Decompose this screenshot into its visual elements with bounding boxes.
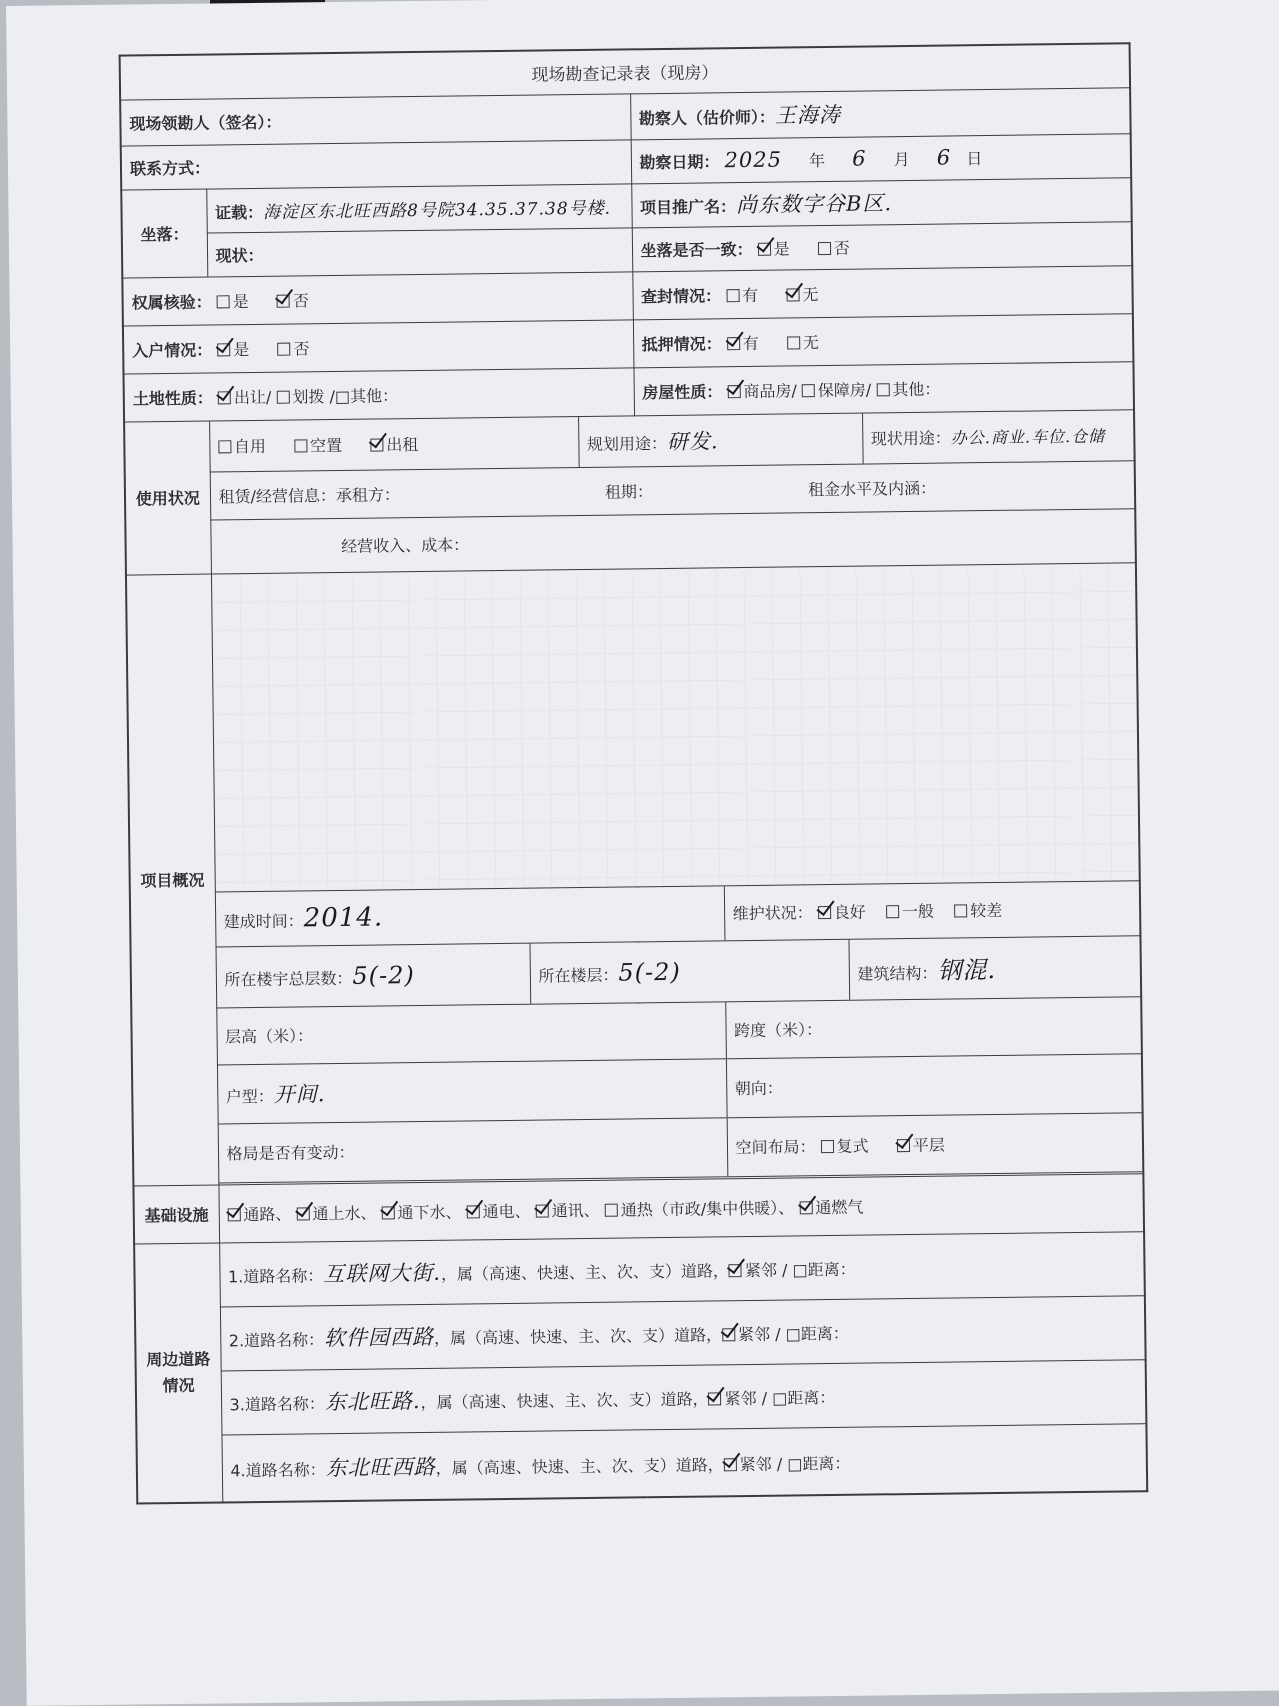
- maint-poor-checkbox[interactable]: [954, 904, 967, 917]
- span-label: 跨度（米）：: [733, 1020, 823, 1041]
- seal-cell: [632, 265, 1133, 319]
- maint-cell: [724, 881, 1140, 940]
- infra-road-label: 通路、: [243, 1204, 292, 1224]
- consistent-yes-label: 是: [773, 238, 790, 259]
- year-unit: 年: [808, 151, 826, 171]
- contact-cell: [121, 139, 631, 189]
- infra-heating-checkbox[interactable]: [605, 1203, 618, 1216]
- location-label: 坐落：: [121, 189, 207, 278]
- land-allocation-checkbox[interactable]: [276, 390, 289, 403]
- ownership-cell: [122, 271, 633, 325]
- road-adjacent-label: 紧邻: [744, 1260, 778, 1281]
- road-number: 3.: [229, 1395, 245, 1415]
- road-adjacent-label: 紧邻: [739, 1454, 772, 1474]
- road-class: ，属（高速、快速、主、次、支）道路，: [433, 1325, 723, 1348]
- total-floors-value: 5(-2): [352, 960, 415, 990]
- layout-duplex-checkbox[interactable]: [821, 1140, 834, 1153]
- built-value: 2014.: [303, 901, 384, 933]
- road-name-label: 道路名称：: [245, 1459, 326, 1480]
- consistent-cell: [632, 221, 1133, 271]
- road-name-label: 道路名称：: [244, 1394, 325, 1415]
- ownership-no-checkbox[interactable]: [277, 294, 290, 307]
- road-adjacent-label: 紧邻: [724, 1388, 757, 1409]
- type-label: 户型：: [225, 1086, 274, 1106]
- road-name-value: 互联网大街.: [323, 1260, 442, 1287]
- usage-label: 使用状况: [124, 421, 211, 575]
- status-use-value: 办公.商业.车位.仓储: [950, 426, 1106, 448]
- built-label: 建成时间：: [223, 910, 304, 931]
- infra-telecom-checkbox[interactable]: [536, 1204, 549, 1217]
- road-distance-label: / □距离：: [775, 1323, 849, 1344]
- plan-label: 规划用途：: [586, 433, 668, 454]
- structure-cell: [848, 936, 1140, 1000]
- floors-row: [216, 935, 1142, 1007]
- change-cell: [218, 1118, 727, 1182]
- road-adjacent-label: 紧邻: [737, 1324, 771, 1345]
- road-class: ，属（高速、快速、主、次、支）道路，: [420, 1389, 709, 1413]
- road-row: [219, 1231, 1145, 1306]
- house-cell: [633, 361, 1134, 415]
- type-value: 开间.: [273, 1081, 326, 1107]
- maint-good-checkbox[interactable]: [818, 906, 831, 919]
- date-year: 2025: [724, 147, 783, 173]
- span-cell: [725, 997, 1141, 1058]
- usage-rent-checkbox[interactable]: [370, 438, 383, 451]
- road-class: ，属（高速、快速、主、次、支）道路，: [440, 1261, 730, 1284]
- house-commercial-checkbox[interactable]: [727, 385, 740, 398]
- consistent-yes-checkbox[interactable]: [758, 242, 771, 255]
- road-number: 1.: [227, 1267, 244, 1287]
- road-name-value: 东北旺路.: [324, 1389, 421, 1415]
- layout-flat-label: 平层: [912, 1135, 945, 1156]
- road-distance-label: / □距离：: [761, 1387, 836, 1408]
- road-name-label: 道路名称：: [243, 1330, 325, 1351]
- road-name-value: 软件园西路: [323, 1324, 435, 1351]
- road-name-value: 东北旺西路: [325, 1454, 436, 1480]
- seal-yes-label: 有: [742, 285, 759, 305]
- entry-no-checkbox[interactable]: [277, 342, 290, 355]
- promo-cell: [631, 177, 1132, 227]
- plan-cell: [578, 413, 863, 466]
- infra-label: 基础设施: [133, 1184, 219, 1243]
- roads-label: [134, 1242, 222, 1503]
- ownership-label: 权属核验：: [131, 292, 212, 312]
- maint-good-label: 良好: [833, 902, 866, 922]
- maint-normal-checkbox[interactable]: [886, 905, 899, 918]
- date-day: 6: [936, 145, 952, 170]
- overview-label: 项目概况: [126, 574, 218, 1186]
- house-affordable-checkbox[interactable]: [802, 384, 815, 397]
- land-other-label: /□其他：: [329, 385, 399, 406]
- road-name-label: 道路名称：: [243, 1266, 324, 1287]
- leader-cell: [120, 93, 631, 145]
- contact-label: 联系方式：: [129, 158, 211, 178]
- maint-poor-label: 较差: [970, 900, 1003, 921]
- roads-label-line2: 情况: [162, 1375, 195, 1395]
- infra-gas-checkbox[interactable]: [799, 1201, 812, 1214]
- lease-term-label: 租期：: [604, 481, 654, 502]
- mortgage-label: 抵押情况：: [641, 333, 722, 354]
- change-label: 格局是否有变动：: [226, 1142, 355, 1164]
- usage-rent-label: 出租: [386, 434, 419, 455]
- land-cell: [123, 367, 634, 421]
- road-distance-label: / □距离：: [776, 1453, 851, 1474]
- total-floors-cell: [216, 943, 530, 1007]
- status-use-label: 现状用途：: [870, 428, 951, 449]
- date-label: 勘察日期：: [639, 152, 720, 173]
- house-label: 房屋性质：: [642, 381, 723, 402]
- entry-label: 入户情况：: [132, 340, 213, 360]
- usage-options: [210, 417, 579, 471]
- entry-cell: [123, 319, 634, 373]
- infra-water-supply-label: 通上水、: [312, 1203, 377, 1223]
- orient-label: 朝向：: [734, 1078, 783, 1099]
- cert-label: 证载：: [214, 202, 264, 222]
- current-label: 现状：: [215, 245, 264, 265]
- day-unit: 日: [966, 149, 983, 169]
- type-cell: [217, 1059, 726, 1123]
- mortgage-yes-checkbox[interactable]: [727, 337, 740, 350]
- road-adjacent-checkbox[interactable]: [708, 1392, 721, 1405]
- height-cell: [217, 1002, 726, 1064]
- promo-label: 项目推广名：: [639, 197, 737, 218]
- land-transfer-label: 出让/: [233, 387, 272, 407]
- total-floors-label: 所在楼宇总层数：: [224, 968, 353, 989]
- ownership-yes-checkbox[interactable]: [217, 295, 230, 308]
- infra-power-label: 通电、: [482, 1201, 531, 1221]
- road-adjacent-checkbox[interactable]: [729, 1264, 742, 1277]
- usage-vacant-label: 空置: [309, 435, 343, 456]
- mortgage-yes-label: 有: [742, 333, 759, 353]
- road-number: 2.: [228, 1331, 245, 1351]
- leader-label: 现场领勘人（签名）：: [129, 112, 282, 133]
- promo-value: 尚东数字谷B区.: [735, 191, 893, 218]
- plan-value: 研发.: [666, 428, 719, 454]
- house-other-label: 其他：: [892, 379, 941, 399]
- infra-gas-label: 通燃气: [815, 1197, 864, 1217]
- usage-self-label: 自用: [233, 436, 267, 457]
- usage-self-checkbox[interactable]: [218, 440, 231, 453]
- consistent-no-checkbox[interactable]: [818, 241, 831, 254]
- consistent-label: 坐落是否一致：: [640, 239, 753, 260]
- structure-value: 钢混.: [937, 955, 997, 985]
- layout-label: 空间布局：: [735, 1137, 816, 1158]
- built-cell: [215, 886, 724, 946]
- land-label: 土地性质：: [132, 388, 213, 408]
- entry-yes-checkbox[interactable]: [217, 343, 230, 356]
- maint-label: 维护状况：: [732, 903, 813, 924]
- usage-vacant-checkbox[interactable]: [294, 439, 307, 452]
- land-transfer-checkbox[interactable]: [218, 391, 231, 404]
- entry-no-label: 否: [293, 338, 310, 359]
- floor-value: 5(-2): [618, 957, 681, 987]
- road-distance-label: / □距离：: [781, 1259, 856, 1280]
- date-cell: [631, 133, 1132, 183]
- maint-normal-label: 一般: [901, 901, 935, 922]
- seal-no-checkbox[interactable]: [786, 288, 799, 301]
- consistent-no-label: 否: [833, 238, 850, 258]
- survey-form: [119, 42, 1149, 1504]
- month-unit: 月: [893, 149, 910, 170]
- infra-power-checkbox[interactable]: [467, 1205, 480, 1218]
- cert-cell: [206, 183, 632, 232]
- roads-label-line1: 周边道路: [146, 1349, 211, 1370]
- infra-drainage-label: 通下水、: [397, 1202, 462, 1222]
- entry-yes-label: 是: [233, 339, 250, 359]
- ownership-no-label: 否: [292, 290, 310, 311]
- land-allocation-label: 划拨: [292, 386, 325, 407]
- paper-sheet: [6, 0, 1279, 1706]
- layout-flat-checkbox[interactable]: [897, 1139, 910, 1152]
- orient-cell: [726, 1054, 1142, 1117]
- surveyor-signature: 王海涛: [774, 102, 842, 128]
- mortgage-no-checkbox[interactable]: [787, 336, 800, 349]
- form-title: 现场勘查记录表（现房）: [120, 43, 1130, 99]
- layout-cell: [727, 1113, 1143, 1176]
- mortgage-cell: [633, 313, 1134, 367]
- cert-address: 海淀区东北旺西路8号院34.35.37.38号楼.: [262, 198, 612, 223]
- floor-cell: [529, 939, 849, 1003]
- infra-drainage-checkbox[interactable]: [381, 1206, 394, 1219]
- infra-water-supply-checkbox[interactable]: [296, 1207, 309, 1220]
- floor-label: 所在楼层：: [538, 965, 619, 986]
- ownership-yes-label: 是: [232, 291, 249, 311]
- road-row: [221, 1423, 1147, 1502]
- road-class: ，属（高速、快速、主、次、支）道路，: [435, 1455, 724, 1478]
- layout-duplex-label: 复式: [836, 1136, 869, 1156]
- infra-heating-label: 通热（市政/集中供暖）、: [620, 1197, 795, 1220]
- mortgage-no-label: 无: [802, 332, 820, 352]
- house-commercial-label: 商品房/: [743, 380, 797, 401]
- infra-road-checkbox[interactable]: [227, 1208, 240, 1221]
- road-row: [220, 1295, 1146, 1370]
- date-month: 6: [852, 146, 867, 171]
- lease-label: 租赁/经营信息：承租方：: [218, 484, 401, 506]
- surveyor-label: 勘察人（估价师）：: [638, 107, 776, 129]
- road-adjacent-checkbox[interactable]: [722, 1328, 735, 1341]
- status-use-cell: [862, 410, 1134, 463]
- road-number: 4.: [230, 1460, 246, 1481]
- seal-label: 查封情况：: [640, 285, 722, 306]
- house-affordable-label: 保障房/: [817, 379, 872, 400]
- road-adjacent-checkbox[interactable]: [724, 1458, 737, 1471]
- seal-no-label: 无: [802, 284, 819, 304]
- infra-telecom-label: 通讯、: [551, 1200, 600, 1220]
- current-cell: [207, 227, 633, 276]
- house-other-checkbox[interactable]: [876, 383, 889, 396]
- overview-blank-area[interactable]: [211, 562, 1140, 891]
- income-label: 经营收入、成本：: [341, 534, 470, 556]
- seal-yes-checkbox[interactable]: [726, 289, 739, 302]
- height-label: 层高（米）：: [224, 1026, 314, 1047]
- surveyor-cell: [630, 87, 1131, 139]
- road-row: [221, 1359, 1147, 1434]
- rent-label: 租金水平及内涵：: [807, 478, 937, 499]
- structure-label: 建筑结构：: [857, 963, 938, 984]
